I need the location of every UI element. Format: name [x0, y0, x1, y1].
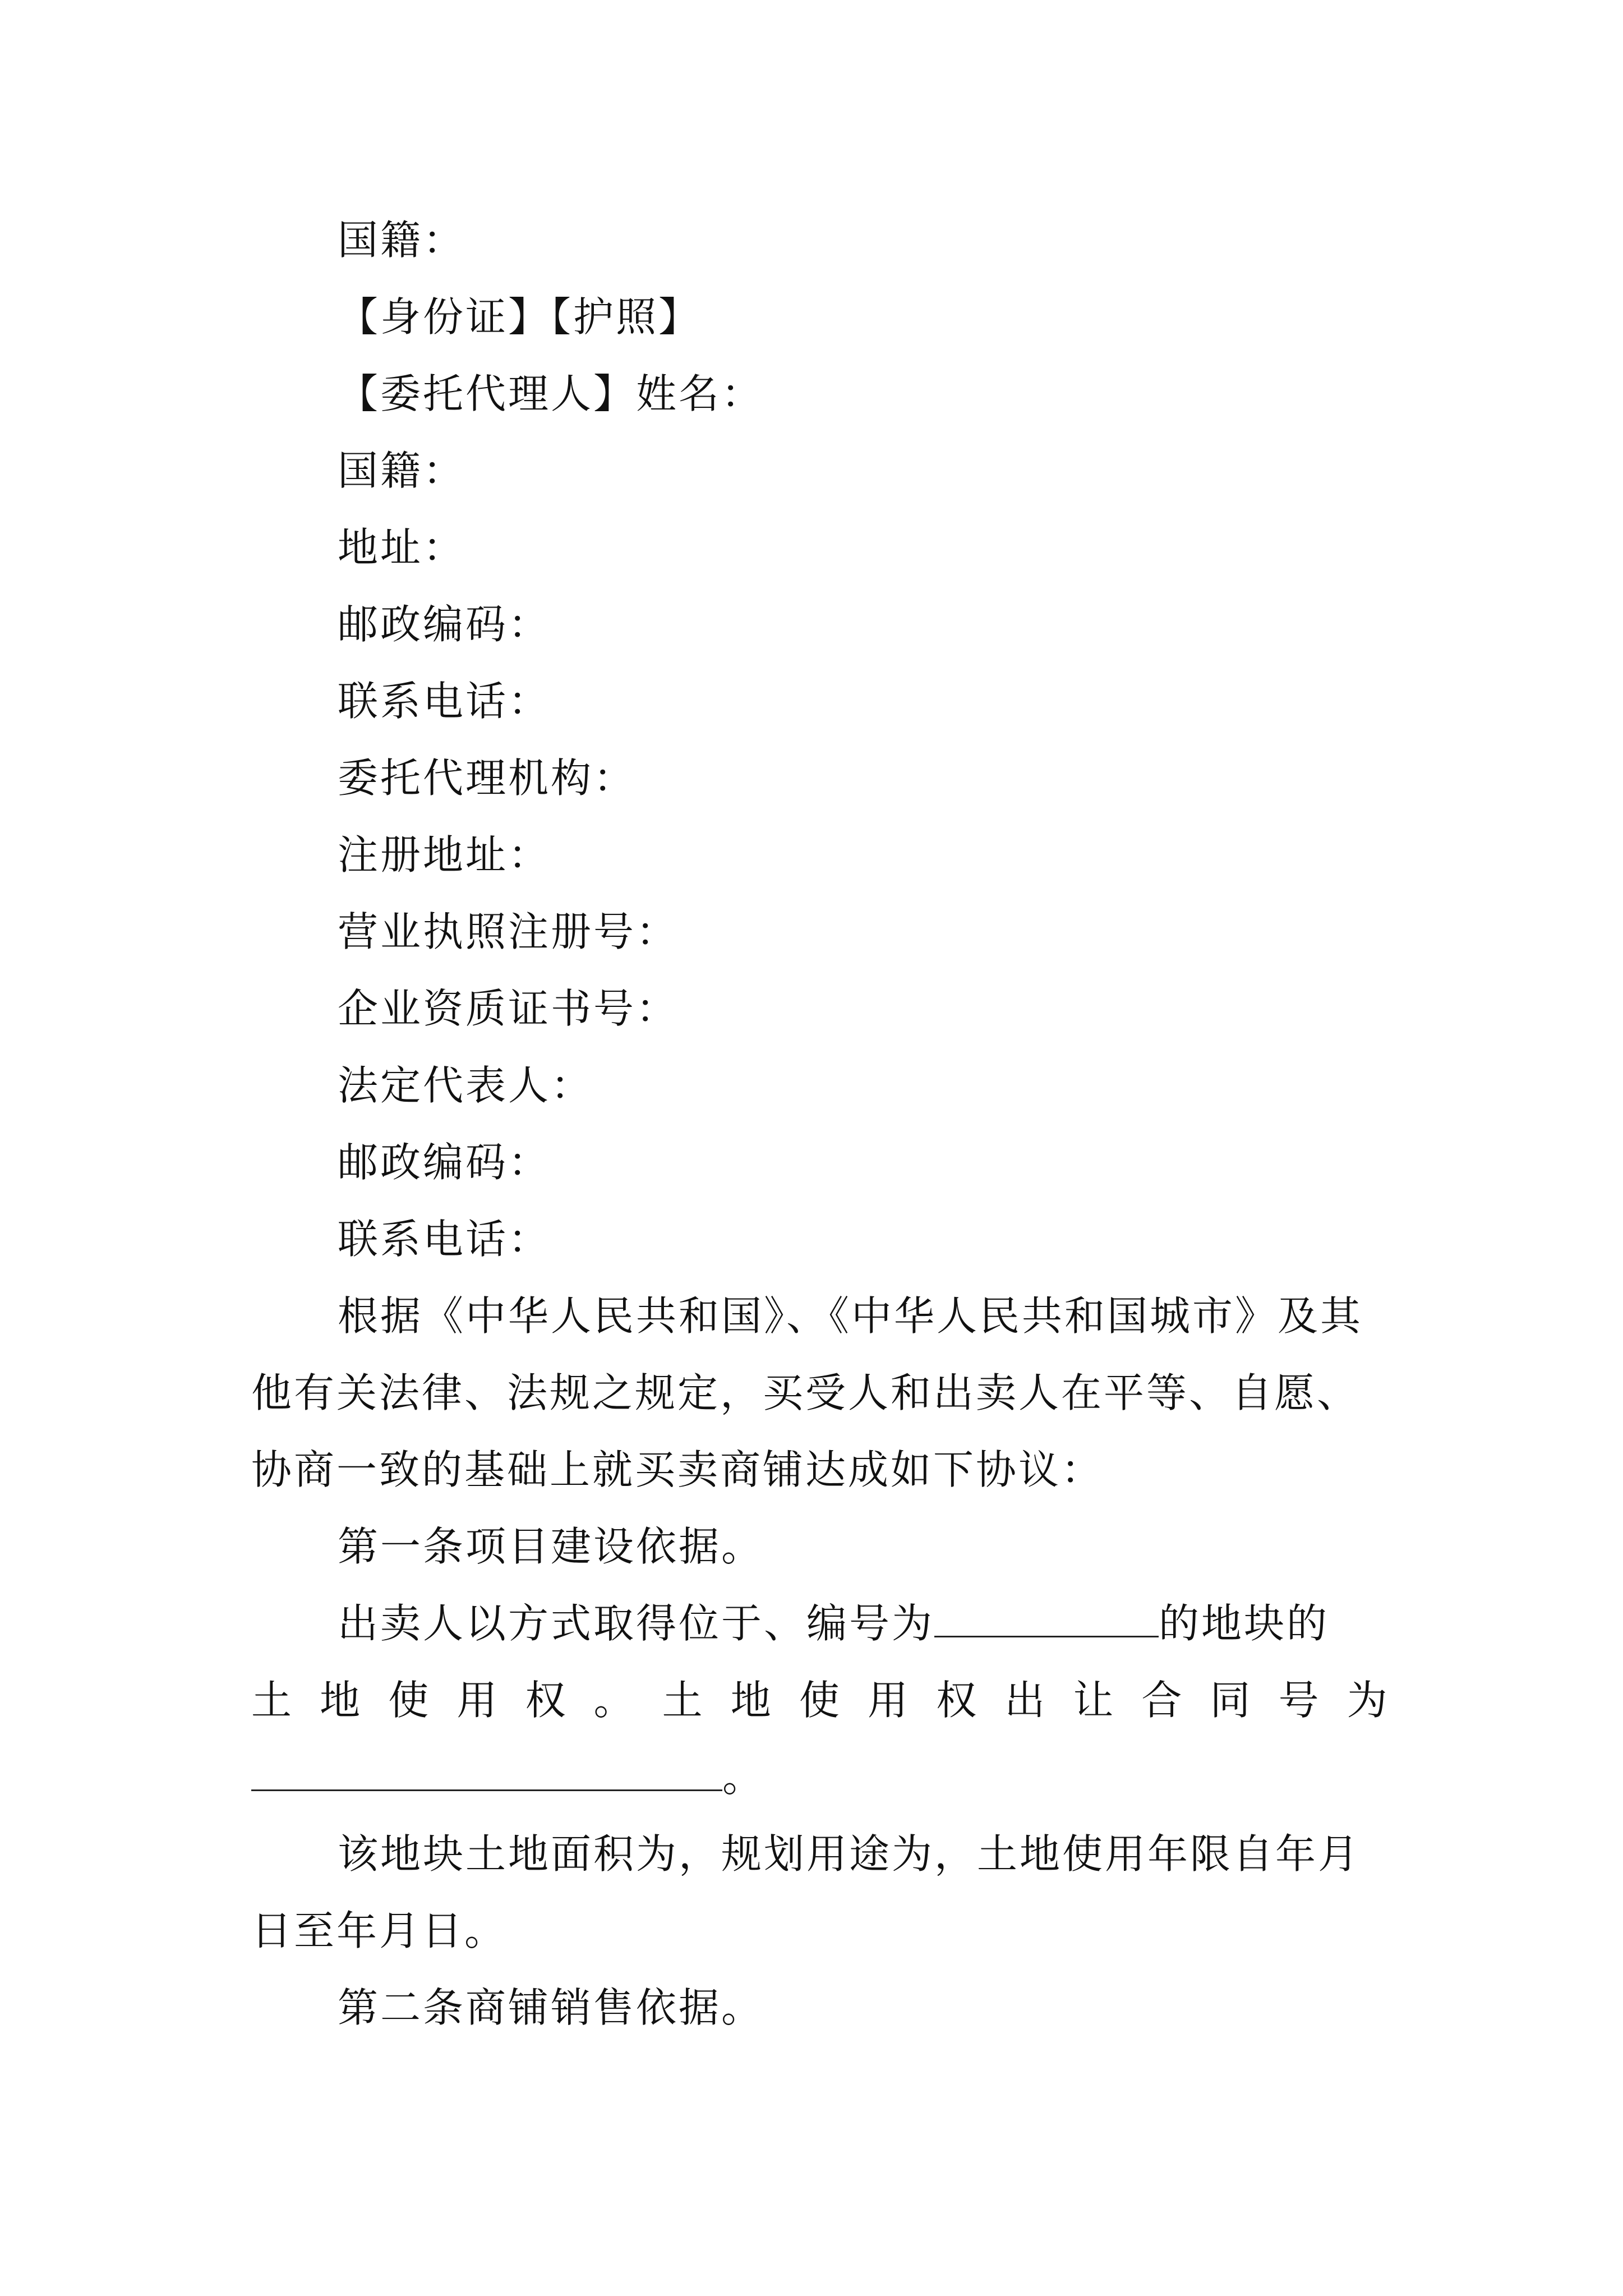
justified-char: 让 — [1073, 1677, 1116, 1724]
land-source-line-1 — [338, 1595, 1329, 1651]
parcel-number-blank — [934, 1596, 1159, 1637]
justified-char: 权 — [525, 1677, 568, 1724]
id-type-label: 【身份证】【护照】 — [338, 293, 702, 341]
justified-char: 合 — [1141, 1677, 1184, 1724]
postal-code-label: 邮政编码： — [338, 601, 551, 648]
business-license-label: 营业执照注册号： — [338, 908, 679, 955]
land-source-line-2 — [251, 1672, 1390, 1728]
agent-name-label: 【委托代理人】姓名： — [338, 370, 764, 417]
phone-label: 联系电话： — [338, 678, 551, 725]
justified-char: 号 — [1278, 1677, 1321, 1724]
article-1-heading: 第一条项目建设依据。 — [338, 1523, 764, 1570]
justified-char: 用 — [457, 1677, 500, 1724]
justified-char: 地 — [320, 1677, 363, 1724]
justified-char: 权 — [936, 1677, 979, 1724]
justified-char: 地 — [730, 1677, 773, 1724]
legal-rep-label: 法定代表人： — [338, 1062, 594, 1109]
land-source-end: 。 — [722, 1754, 766, 1801]
justified-char: 用 — [867, 1677, 910, 1724]
registered-address-label: 注册地址： — [338, 831, 551, 878]
land-area-line-1: 该地块土地面积为，规划用途为，土地使用年限自年月 — [338, 1830, 1361, 1878]
qualification-cert-label: 企业资质证书号： — [338, 985, 679, 1032]
justified-char: 为 — [1347, 1677, 1390, 1724]
agent-nationality-label: 国籍： — [338, 447, 466, 494]
justified-char: 同 — [1210, 1677, 1253, 1724]
justified-char: 使 — [388, 1677, 431, 1724]
transfer-contract-blank — [251, 1750, 722, 1791]
agency-postal-code-label: 邮政编码： — [338, 1139, 551, 1186]
preamble-line-1: 根据《中华人民共和国》、《中华人民共和国城市》及其 — [338, 1292, 1363, 1340]
address-label: 地址： — [338, 524, 466, 571]
land-source-text: 出卖人以方式取得位于、编号为 — [338, 1600, 935, 1647]
justified-char: 。 — [593, 1677, 637, 1724]
justified-char: 土 — [251, 1677, 294, 1724]
justified-char: 出 — [1004, 1677, 1048, 1724]
agency-label: 委托代理机构： — [338, 754, 637, 802]
agency-phone-label: 联系电话： — [338, 1216, 551, 1263]
land-source-suffix: 的地块的 — [1159, 1600, 1330, 1647]
land-source-line-3 — [251, 1749, 765, 1805]
article-2-heading: 第二条商铺销售依据。 — [338, 1984, 764, 2031]
preamble-line-2: 他有关法律、法规之规定，买受人和出卖人在平等、自愿、 — [251, 1369, 1360, 1416]
justified-char: 使 — [799, 1677, 842, 1724]
nationality-label: 国籍： — [338, 217, 466, 264]
land-area-line-2: 日至年月日。 — [251, 1907, 508, 1954]
preamble-line-3: 协商一致的基础上就买卖商铺达成如下协议： — [251, 1446, 1104, 1493]
justified-char: 土 — [662, 1677, 705, 1724]
